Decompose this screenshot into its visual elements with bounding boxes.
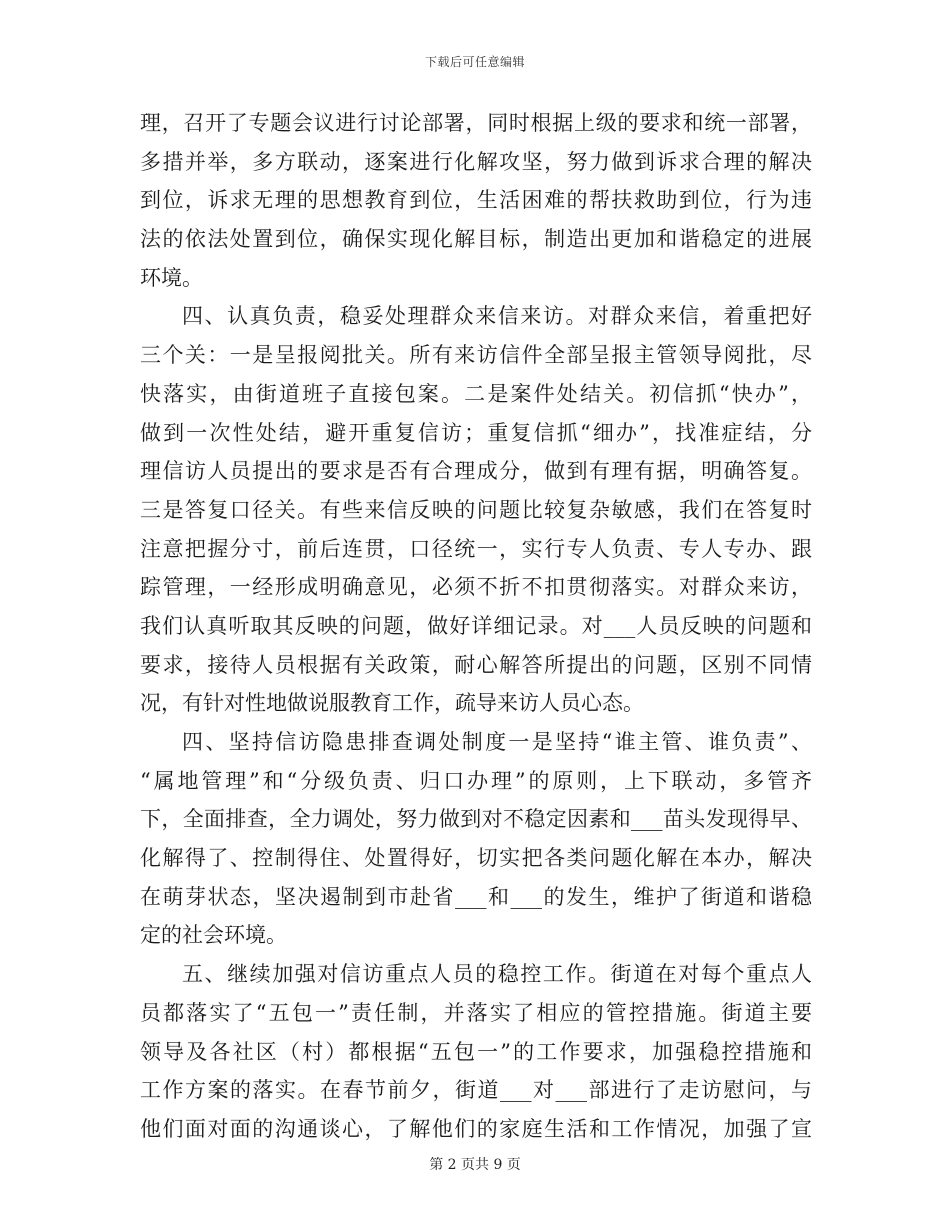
text-line: 三个关：一是呈报阅批关。所有来访信件全部呈报主管领导阅批，尽: [140, 343, 812, 368]
text-line: 三是答复口径关。有些来信反映的问题比较复杂敏感，我们在答复时: [140, 497, 812, 522]
text-line: 五、继续加强对信访重点人员的稳控工作。街道在对每个重点人: [182, 962, 812, 987]
text-line: 下，全面排查，全力调处，努力做到对不稳定因素和___苗头发现得早、: [140, 807, 812, 832]
text-line: 环境。: [140, 265, 203, 290]
text-line: 四、坚持信访隐患排查调处制度一是坚持“谁主管、谁负责”、: [182, 730, 812, 754]
text-line: 四、认真负责，稳妥处理群众来信来访。对群众来信，着重把好: [182, 304, 812, 329]
text-line: “属地管理”和“分级负责、归口办理”的原则，上下联动，多管齐: [140, 768, 812, 793]
text-line: 到位，诉求无理的思想教育到位，生活困难的帮扶救助到位，行为违: [140, 188, 812, 213]
text-line: 理信访人员提出的要求是否有合理成分，做到有理有据，明确答复。: [140, 459, 812, 484]
page-header: 下载后可任意编辑: [424, 55, 525, 69]
text-line: 多措并举，多方联动，逐案进行化解攻坚，努力做到诉求合理的解决: [140, 149, 812, 174]
text-line: 工作方案的落实。在春节前夕，街道___对___部进行了走访慰问，与: [140, 1078, 812, 1103]
document-body: [140, 104, 812, 1149]
text-line: 他们面对面的沟通谈心，了解他们的家庭生活和工作情况，加强了宣: [140, 1116, 812, 1141]
text-line: 况，有针对性地做说服教育工作，疏导来访人员心态。: [140, 691, 644, 716]
text-line: 做到一次性处结，避开重复信访；重复信抓“细办”，找准症结，分: [140, 420, 812, 445]
text-line: 理，召开了专题会议进行讨论部署，同时根据上级的要求和统一部署，: [140, 111, 812, 135]
text-line: 注意把握分寸，前后连贯，口径统一，实行专人负责、专人专办、跟: [140, 536, 812, 561]
text-line: 在萌芽状态，坚决遏制到市赴省___和___的发生，维护了街道和谐稳: [140, 884, 812, 909]
text-line: 领导及各社区（村）都根据“五包一”的工作要求，加强稳控措施和: [140, 1039, 812, 1064]
text-line: 踪管理，一经形成明确意见，必须不折不扣贯彻落实。对群众来访，: [140, 575, 812, 600]
text-line: 定的社会环境。: [140, 923, 287, 948]
text-line: 要求，接待人员根据有关政策，耐心解答所提出的问题，区别不同情: [140, 652, 812, 677]
text-line: 我们认真听取其反映的问题，做好详细记录。对___人员反映的问题和: [140, 613, 812, 638]
text-line: 化解得了、控制得住、处置得好，切实把各类问题化解在本办，解决: [140, 846, 812, 871]
text-line: 快落实，由街道班子直接包案。二是案件处结关。初信抓“快办”，: [140, 381, 812, 406]
text-line: 员都落实了“五包一”责任制，并落实了相应的管控措施。街道主要: [140, 1000, 812, 1025]
text-line: 法的依法处置到位，确保实现化解目标，制造出更加和谐稳定的进展: [140, 227, 812, 252]
page-footer: 第 2 页共 9 页: [429, 1157, 521, 1173]
